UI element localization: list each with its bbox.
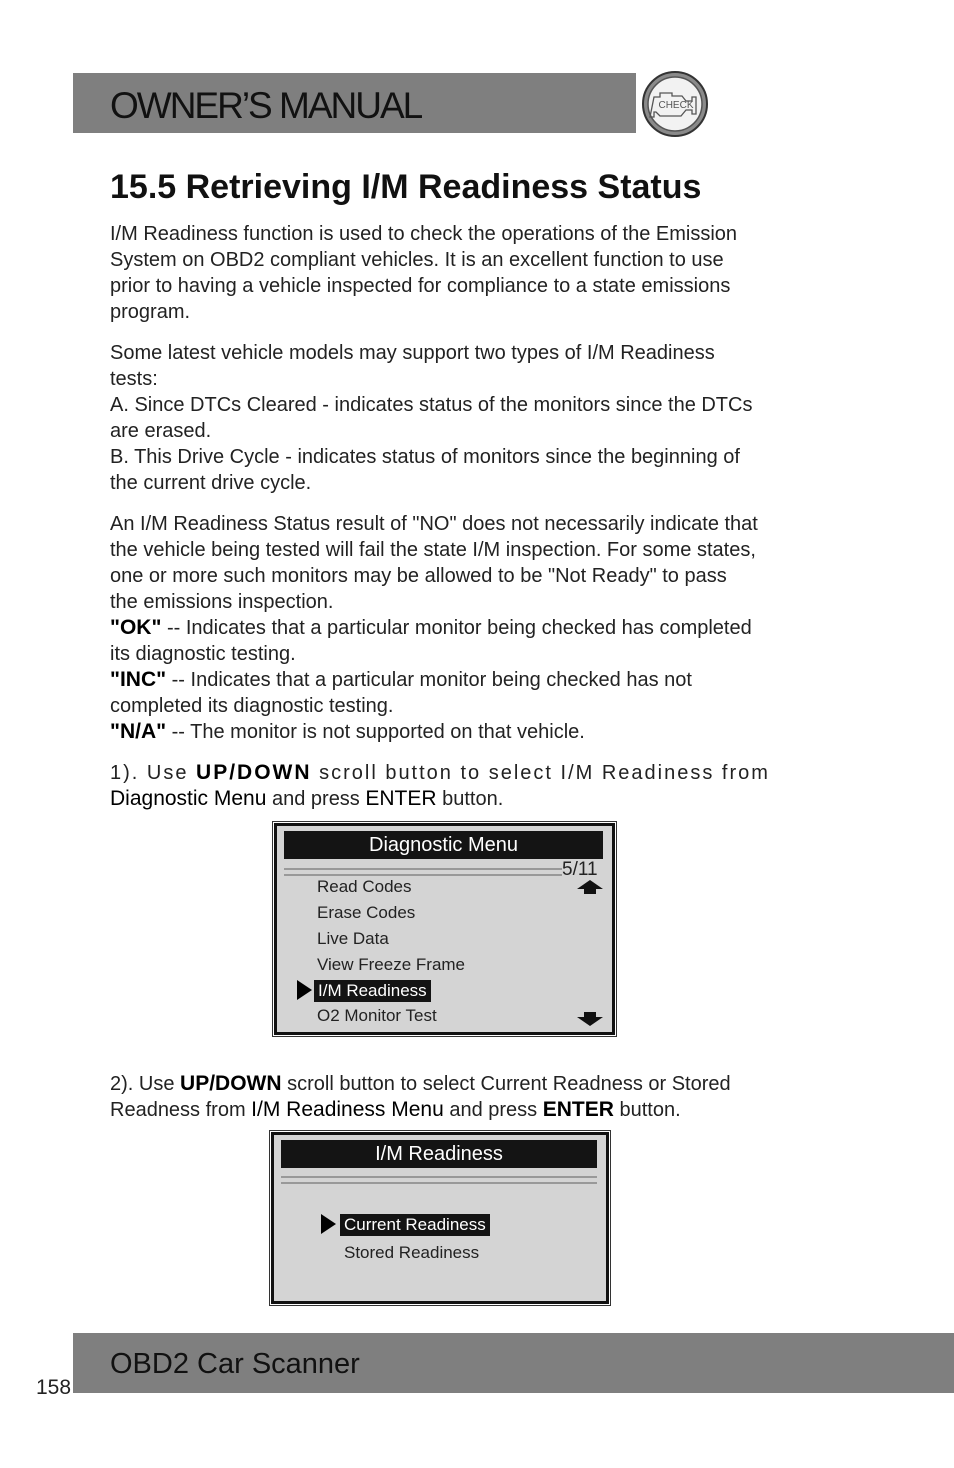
screen-title: I/M Readiness (281, 1140, 597, 1168)
types-line: Some latest vehicle models may support two types of I/M Readiness (110, 342, 715, 364)
menu-item-stored-readiness[interactable]: Stored Readiness (344, 1243, 480, 1262)
menu-item-current-readiness[interactable]: Current Readiness (340, 1214, 490, 1236)
manual-title: OWNER’S MANUAL (110, 85, 422, 126)
inc-definition-cont: completed its diagnostic testing. (110, 695, 394, 717)
ok-definition-cont: its diagnostic testing. (110, 643, 296, 665)
selection-arrow-icon (297, 980, 312, 1000)
check-label: CHECK (658, 100, 694, 111)
types-line: B. This Drive Cycle - indicates status of monitors since the beginning of (110, 446, 740, 468)
intro-line: program. (110, 301, 191, 323)
im-readiness-screen (271, 1132, 609, 1304)
section-title: 15.5 Retrieving I/M Readiness Status (110, 168, 702, 206)
menu-item-erase-codes[interactable]: Erase Codes (317, 903, 416, 922)
updown-key: UP/DOWN (180, 1072, 282, 1095)
enter-key: ENTER (542, 1098, 614, 1121)
menu-item-read-codes[interactable]: Read Codes (317, 877, 412, 896)
ok-definition: "OK" -- Indicates that a particular monitor being checked has completed (110, 616, 752, 639)
types-paragraph (110, 340, 880, 496)
page-number: 158 (36, 1376, 72, 1399)
status-line: the vehicle being tested will fail the state I/M inspection. For some states, (110, 539, 756, 561)
intro-paragraph (110, 221, 880, 325)
footer-title: OBD2 Car Scanner (110, 1348, 360, 1380)
status-line: the emissions inspection. (110, 591, 334, 613)
na-label: "N/A" (110, 720, 167, 743)
diagnostic-menu-ref: Diagnostic Menu (110, 787, 267, 810)
status-line: An I/M Readiness Status result of "NO" does not necessarily indicate that (110, 513, 758, 535)
im-readiness-menu-ref: I/M Readiness Menu (251, 1098, 444, 1121)
enter-key: ENTER (365, 787, 437, 810)
step1-line: Diagnostic Menu and press ENTER button. (110, 787, 504, 810)
scroll-up-icon[interactable] (577, 880, 603, 894)
step2-line: 2). Use UP/DOWN scroll button to select Current Readness or Stored (110, 1072, 731, 1095)
types-line: are erased. (110, 420, 212, 442)
menu-item-live-data[interactable]: Live Data (317, 929, 389, 948)
updown-key: UP/DOWN (196, 761, 312, 784)
page-indicator: 5/11 (562, 859, 598, 880)
screen-title: Diagnostic Menu (284, 831, 603, 859)
screen-divider (284, 868, 562, 876)
screen-divider (281, 1176, 597, 1184)
status-paragraph (110, 511, 880, 745)
menu-item-view-freeze-frame[interactable]: View Freeze Frame (317, 955, 466, 974)
na-definition: "N/A" -- The monitor is not supported on that vehicle. (110, 720, 585, 743)
intro-line: I/M Readiness function is used to check the operations of the Emission (110, 223, 738, 245)
scroll-down-icon[interactable] (577, 1012, 603, 1026)
step1-instruction (110, 760, 880, 812)
intro-line: System on OBD2 compliant vehicles. It is an excellent function to use (110, 249, 724, 271)
menu-item-im-readiness[interactable]: I/M Readiness (314, 980, 431, 1002)
types-line: tests: (110, 368, 158, 390)
diagnostic-menu-screen (274, 823, 615, 1035)
selection-arrow-icon (321, 1214, 336, 1234)
inc-label: "INC" (110, 668, 167, 691)
menu-item-o2-monitor-test[interactable]: O2 Monitor Test (317, 1006, 437, 1025)
check-engine-icon (640, 70, 710, 138)
ok-label: "OK" (110, 616, 162, 639)
types-line: the current drive cycle. (110, 472, 312, 494)
status-line: one or more such monitors may be allowed to be "Not Ready" to pass (110, 565, 727, 587)
step2-line: Readness from I/M Readiness Menu and press ENTER button. (110, 1098, 681, 1121)
intro-line: prior to having a vehicle inspected for compliance to a state emissions (110, 275, 731, 297)
step1-line: 1). Use UP/DOWN scroll button to select I/M Readiness from (110, 761, 770, 784)
step2-instruction (110, 1071, 880, 1123)
types-line: A. Since DTCs Cleared - indicates status of the monitors since the DTCs (110, 394, 753, 416)
inc-definition: "INC" -- Indicates that a particular monitor being checked has not (110, 668, 692, 691)
